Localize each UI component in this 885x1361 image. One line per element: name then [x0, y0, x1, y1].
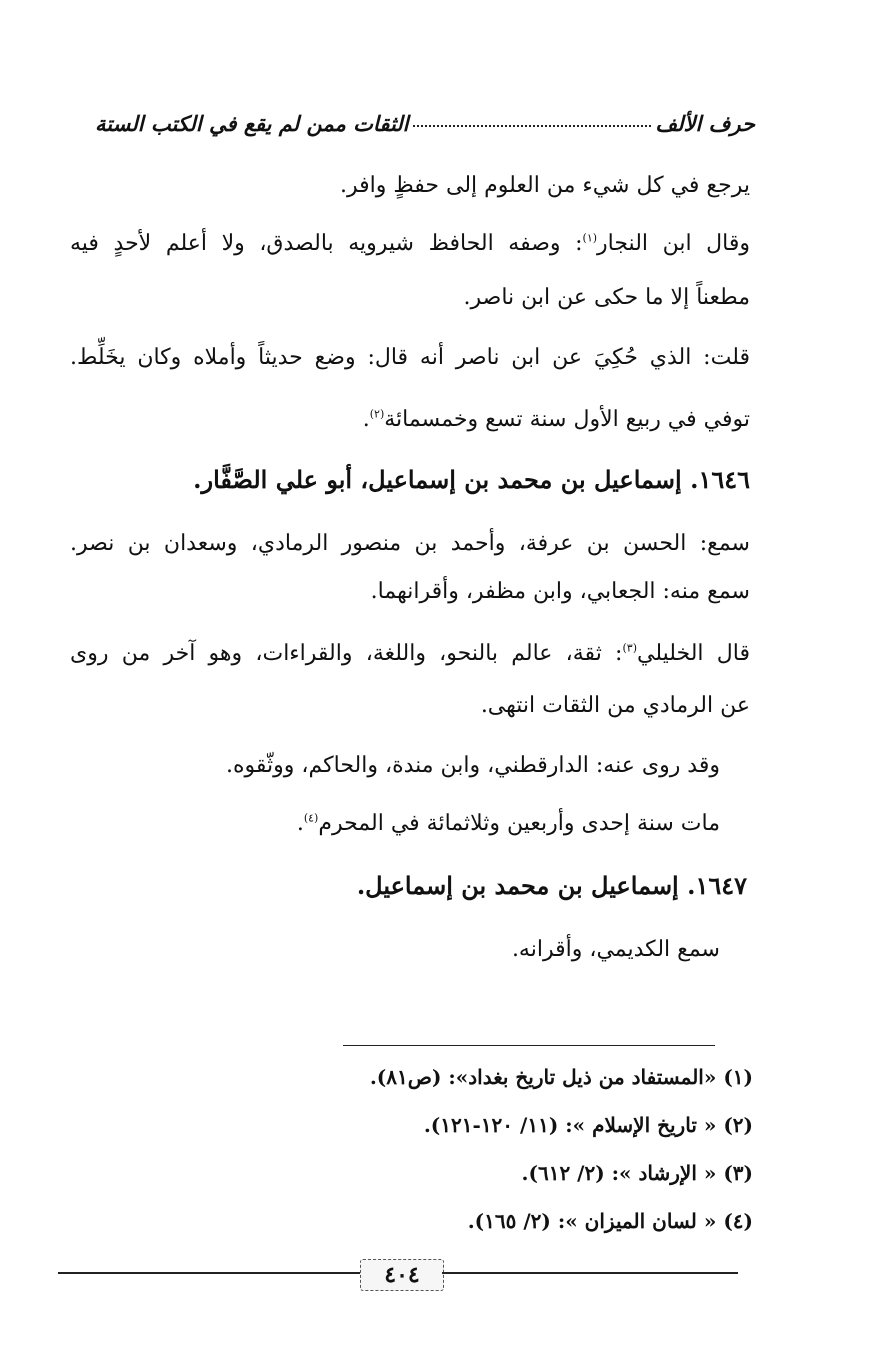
text-line: عن الرمادي من الثقات انتهى.	[480, 693, 750, 718]
text-line: قلت: الذي حُكِيَ عن ابن ناصر أنه قال: وضع حديثاً وأملاه وكان يخَلِّط.	[70, 345, 750, 370]
text-line: قال الخليلي$^{(٣)}$: ثقة، عالم بالنحو، واللغة، والقراءات، وهو آخر من روى	[70, 641, 750, 666]
text-line: سمع الكديمي، وأقرانه.	[511, 937, 720, 962]
text-line: وقال ابن النجار$^{(١)}$: وصفه الحافظ شيرويه بالصدق، ولا أعلم لأحدٍ فيه	[70, 231, 750, 256]
footnote-number: (٢)	[723, 1113, 753, 1137]
text-line: مطعناً إلا ما حكى عن ابن ناصر.	[463, 285, 750, 310]
text-line: مات سنة إحدى وأربعين وثلاثمائة في المحرم$^{(٤)}$.	[296, 811, 720, 836]
footnote-text: « الإرشاد »: (٢/ ٦١٢).	[521, 1161, 717, 1185]
text-line: سمع منه: الجعابي، وابن مظفر، وأقرانهما.	[370, 579, 750, 604]
footer-rule-right	[442, 1272, 738, 1274]
footnote-text: «المستفاد من ذيل تاريخ بغداد»: (ص٨١).	[369, 1065, 717, 1089]
header-book-title: الثقات ممن لم يقع في الكتب الستة	[95, 110, 409, 136]
footnote-item	[280, 1062, 753, 1092]
entry-heading-1646	[70, 464, 750, 496]
footer-rule-left	[58, 1272, 360, 1274]
footnote-number: (١)	[723, 1065, 753, 1089]
text-line: وقد روى عنه: الدارقطني، وابن مندة، والحاكم، ووثّقوه.	[226, 753, 720, 778]
entry-number: ١٦٤٧.	[687, 871, 747, 900]
footnote-item	[280, 1158, 753, 1188]
running-header	[95, 106, 755, 140]
footnote-ref: (٣)	[622, 641, 637, 655]
footnote-item	[280, 1110, 753, 1140]
header-dotted-leader	[413, 125, 652, 127]
footnote-number: (٣)	[723, 1161, 753, 1185]
footnote-text: « لسان الميزان »: (٢/ ١٦٥).	[467, 1209, 717, 1233]
footnote-ref: (٢)	[369, 407, 385, 421]
footnote-ref: (١)	[582, 231, 598, 245]
footnote-text: « تاريخ الإسلام »: (١١/ ١٢٠-١٢١).	[423, 1113, 717, 1137]
text-line: توفي في ربيع الأول سنة تسع وخمسمائة$^{(٢)}$.	[362, 407, 750, 432]
entry-heading-1647	[70, 870, 747, 902]
footnote-ref: (٤)	[303, 811, 319, 825]
header-chapter: حرف الألف	[655, 110, 755, 136]
entry-number: ١٦٤٦.	[690, 465, 750, 494]
text-line: سمع: الحسن بن عرفة، وأحمد بن منصور الرمادي، وسعدان بن نصر.	[70, 531, 750, 556]
footnote-number: (٤)	[723, 1209, 753, 1233]
footnote-item	[280, 1206, 753, 1236]
entry-name: إسماعيل بن محمد بن إسماعيل.	[356, 871, 679, 900]
page-number: ٤٠٤	[360, 1259, 444, 1291]
text-line: يرجع في كل شيء من العلوم إلى حفظٍ وافر.	[340, 173, 750, 198]
entry-name: إسماعيل بن محمد بن إسماعيل، أبو علي الصَّفَّار.	[193, 465, 682, 494]
footnote-separator	[343, 1045, 715, 1046]
